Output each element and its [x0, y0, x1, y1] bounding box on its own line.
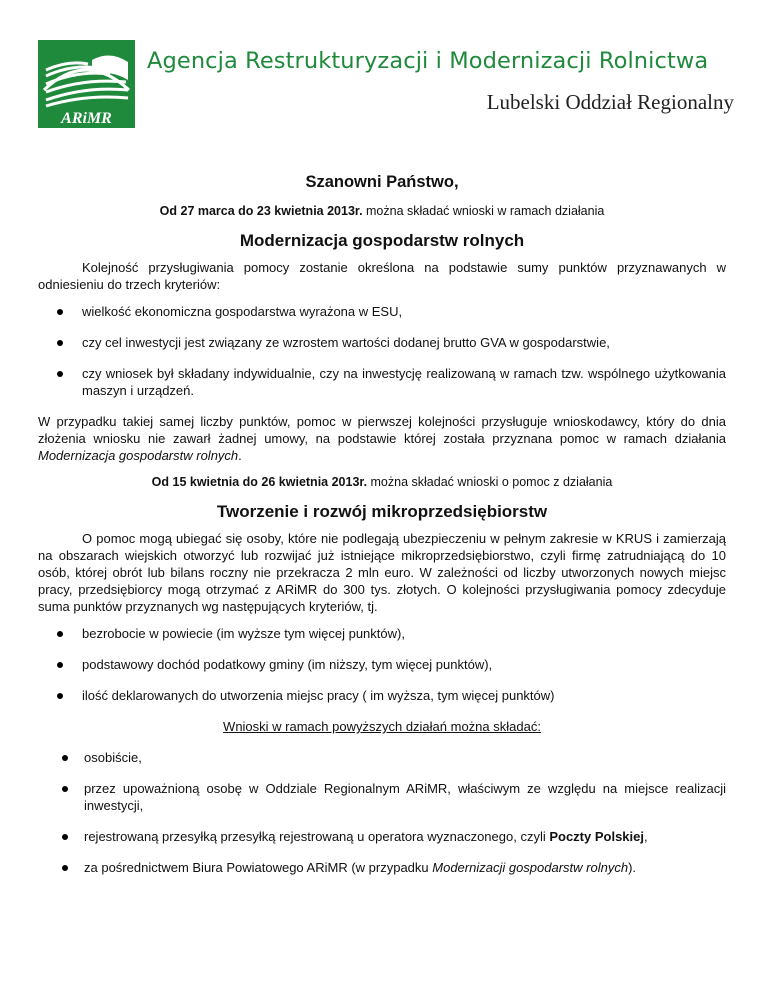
- arimr-logo: [38, 40, 135, 128]
- section2-date: Od 15 kwietnia do 26 kwietnia 2013r.: [151, 475, 368, 489]
- section1-date: Od 27 marca do 23 kwietnia 2013r.: [159, 204, 363, 218]
- branch-name: Lubelski Oddział Regionalny: [486, 90, 734, 114]
- section1-date-rest: można składać wnioski w ramach działania: [362, 204, 605, 218]
- list-item: osobiście,: [38, 749, 726, 766]
- list-item: czy wniosek był składany indywidualnie, czy na inwestycję realizowaną w ramach tzw. wspólnego użytkowania maszyn i urządzeń.: [38, 365, 726, 399]
- submission-methods: [38, 749, 726, 876]
- section2-title: Tworzenie i rozwój mikroprzedsiębiorstw: [216, 502, 548, 521]
- letterhead: [38, 38, 738, 130]
- bullet-icon: [62, 834, 68, 840]
- bullet-icon: [62, 755, 68, 761]
- section2-intro: O pomoc mogą ubiegać się osoby, które nie podlegają ubezpieczeniu w pełnym zakresie w KRUS i zamierzają na obszarach wiejskich otworzyć lub rozwijać już istniejące mikroprzedsiębiorstwo, czyli firmę zatrudniającą do 10 osób, której obrót lub bilans roczny nie przekracza 2 mln euro. W zależności od liczby utworzonych nowych miejsc pracy, przedsiębiorcy mogą otrzymać z ARiMR do 300 tys. złotych. O kolejności przysługiwania pomocy zdecyduje suma punktów przyznanych wg następujących kryteriów, tj.: [38, 531, 726, 614]
- bullet-icon: [57, 371, 63, 377]
- list-item: podstawowy dochód podatkowy gminy (im niższy, tym więcej punktów),: [38, 656, 726, 673]
- document-body: [38, 168, 726, 890]
- bullet-icon: [62, 865, 68, 871]
- salutation: Szanowni Państwo,: [305, 173, 459, 191]
- bullet-icon: [57, 340, 63, 346]
- section2-date-rest: można składać wnioski o pomoc z działania: [367, 475, 613, 489]
- list-item: czy cel inwestycji jest związany ze wzrostem wartości dodanej brutto GVA w gospodarstwie,: [38, 334, 726, 351]
- logo-wordmark: ARiMR: [61, 110, 112, 127]
- section1-intro: Kolejność przysługiwania pomocy zostanie określona na podstawie sumy punktów przyznawanych w odniesieniu do trzech kryteriów:: [38, 260, 726, 292]
- bullet-icon: [57, 309, 63, 315]
- section2-criteria: [38, 625, 726, 704]
- bullet-icon: [62, 786, 68, 792]
- submission-heading: Wnioski w ramach powyższych działań można składać:: [223, 719, 541, 734]
- list-item: przez upoważnioną osobę w Oddziale Regionalnym ARiMR, właściwym ze względu na miejsce realizacji inwestycji,: [38, 780, 726, 814]
- section1-note: W przypadku takiej samej liczby punktów, pomoc w pierwszej kolejności przysługuje wnioskodawcy, który do dnia złożenia wniosku nie zawarł żadnej umowy, na podstawie której została przyznana pomoc w ramach działania Modernizacja gospodarstw rolnych.: [38, 414, 726, 463]
- list-item: bezrobocie w powiecie (im wyższe tym więcej punktów),: [38, 625, 726, 642]
- list-item: ilość deklarowanych do utworzenia miejsc pracy ( im wyższa, tym więcej punktów): [38, 687, 726, 704]
- list-item: za pośrednictwem Biura Powiatowego ARiMR (w przypadku Modernizacji gospodarstw rolnych).: [38, 859, 726, 876]
- list-item: rejestrowaną przesyłką przesyłką rejestrowaną u operatora wyznaczonego, czyli Poczty Polskiej,: [38, 828, 726, 845]
- section1-dateline: [38, 203, 726, 220]
- list-item: wielkość ekonomiczna gospodarstwa wyrażona w ESU,: [38, 303, 726, 320]
- bullet-icon: [57, 631, 63, 637]
- section2-dateline: [38, 474, 726, 491]
- section1-title: Modernizacja gospodarstw rolnych: [239, 231, 525, 250]
- bullet-icon: [57, 662, 63, 668]
- agency-name: Agencja Restrukturyzacji i Modernizacji Rolnictwa: [147, 48, 709, 74]
- bullet-icon: [57, 693, 63, 699]
- section1-criteria: [38, 303, 726, 399]
